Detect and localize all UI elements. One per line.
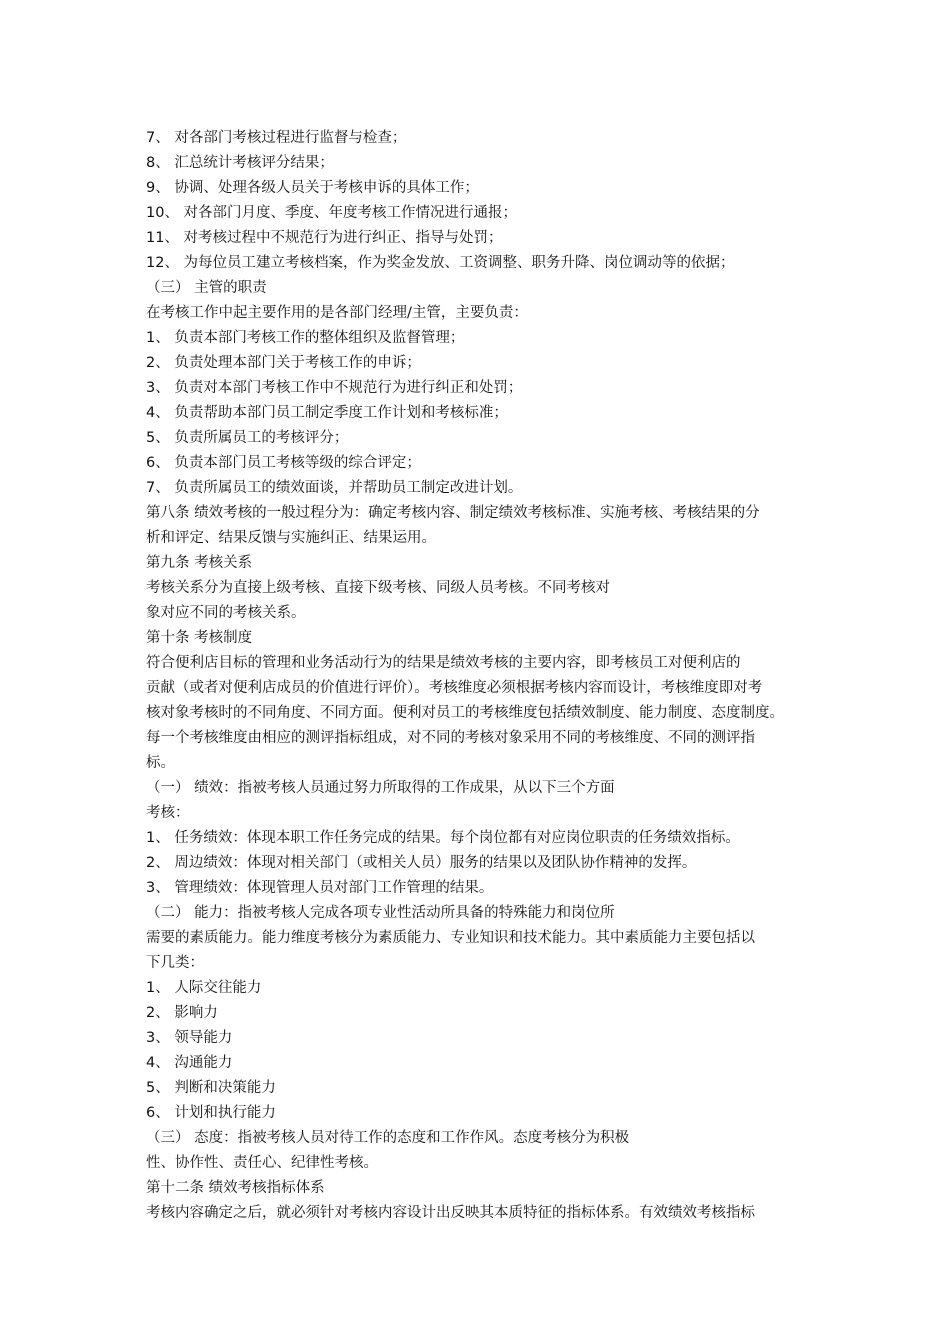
list-item: 8、 汇总统计考核评分结果； [146, 155, 334, 171]
section-heading: （三） 态度：指被考核人员对待工作的态度和工作作风。态度考核分为积极 [146, 1130, 630, 1146]
paragraph-line: 析和评定、结果反馈与实施纠正、结果运用。 [146, 530, 436, 546]
article-heading: 第八条 绩效考核的一般过程分为：确定考核内容、制定绩效考核标准、实施考核、考核结果的分 [146, 505, 760, 521]
list-item: 3、 领导能力 [146, 1030, 233, 1046]
article-heading: 第十二条 绩效考核指标体系 [146, 1180, 325, 1196]
list-item: 5、 负责所属员工的考核评分； [146, 430, 349, 446]
list-item: 7、 负责所属员工的绩效面谈，并帮助员工制定改进计划。 [146, 480, 523, 496]
list-item: 1、 人际交往能力 [146, 980, 262, 996]
article-heading: 第十条 考核制度 [146, 630, 253, 646]
paragraph-line: 考核关系分为直接上级考核、直接下级考核、同级人员考核。不同考核对 [146, 580, 610, 596]
list-item: 10、 对各部门月度、季度、年度考核工作情况进行通报； [146, 205, 518, 221]
section-heading: （二） 能力：指被考核人完成各项专业性活动所具备的特殊能力和岗位所 [146, 905, 615, 921]
document-page [146, 126, 826, 1226]
list-item: 1、 任务绩效：体现本职工作任务完成的结果。每个岗位都有对应岗位职责的任务绩效指标。 [146, 830, 740, 846]
paragraph-line: 核对象考核时的不同角度、不同方面。便利对员工的考核维度包括绩效制度、能力制度、态度制度。 [146, 705, 784, 721]
section-heading: （三） 主管的职责 [146, 280, 267, 296]
paragraph-line: 标。 [146, 755, 175, 771]
list-item: 3、 管理绩效：体现管理人员对部门工作管理的结果。 [146, 880, 494, 896]
paragraph-line: 下几类： [146, 955, 204, 971]
paragraph-line: 性、协作性、责任心、纪律性考核。 [146, 1155, 378, 1171]
list-item: 9、 协调、处理各级人员关于考核申诉的具体工作； [146, 180, 479, 196]
paragraph-line: 每一个考核维度由相应的测评指标组成，对不同的考核对象采用不同的考核维度、不同的测评指 [146, 730, 755, 746]
list-item: 12、 为每位员工建立考核档案，作为奖金发放、工资调整、职务升降、岗位调动等的依据； [146, 255, 735, 271]
paragraph-line: 贡献（或者对便利店成员的价值进行评价）。考核维度必须根据考核内容而设计，考核维度即对考 [146, 680, 763, 696]
paragraph-line: 考核： [146, 805, 190, 821]
list-item: 4、 负责帮助本部门员工制定季度工作计划和考核标准； [146, 405, 508, 421]
list-item: 4、 沟通能力 [146, 1055, 233, 1071]
list-item: 2、 周边绩效：体现对相关部门（或相关人员）服务的结果以及团队协作精神的发挥。 [146, 855, 697, 871]
section-heading: （一） 绩效：指被考核人员通过努力所取得的工作成果，从以下三个方面 [146, 780, 615, 796]
paragraph-line: 符合便利店目标的管理和业务活动行为的结果是绩效考核的主要内容，即考核员工对便利店的 [146, 655, 741, 671]
list-item: 7、 对各部门考核过程进行监督与检查； [146, 130, 407, 146]
list-item: 2、 负责处理本部门关于考核工作的申诉； [146, 355, 421, 371]
paragraph-line: 在考核工作中起主要作用的是各部门经理/主管，主要负责： [146, 305, 528, 321]
article-heading: 第九条 考核关系 [146, 555, 253, 571]
list-item: 6、 计划和执行能力 [146, 1105, 276, 1121]
paragraph-line: 考核内容确定之后，就必须针对考核内容设计出反映其本质特征的指标体系。有效绩效考核指标 [146, 1205, 755, 1221]
list-item: 11、 对考核过程中不规范行为进行纠正、指导与处罚； [146, 230, 503, 246]
list-item: 5、 判断和决策能力 [146, 1080, 276, 1096]
paragraph-line: 象对应不同的考核关系。 [146, 605, 306, 621]
paragraph-line: 需要的素质能力。能力维度考核分为素质能力、专业知识和技术能力。其中素质能力主要包括以 [146, 930, 755, 946]
list-item: 2、 影响力 [146, 1005, 218, 1021]
list-item: 6、 负责本部门员工考核等级的综合评定； [146, 455, 421, 471]
list-item: 3、 负责对本部门考核工作中不规范行为进行纠正和处罚； [146, 380, 523, 396]
list-item: 1、 负责本部门考核工作的整体组织及监督管理； [146, 330, 465, 346]
